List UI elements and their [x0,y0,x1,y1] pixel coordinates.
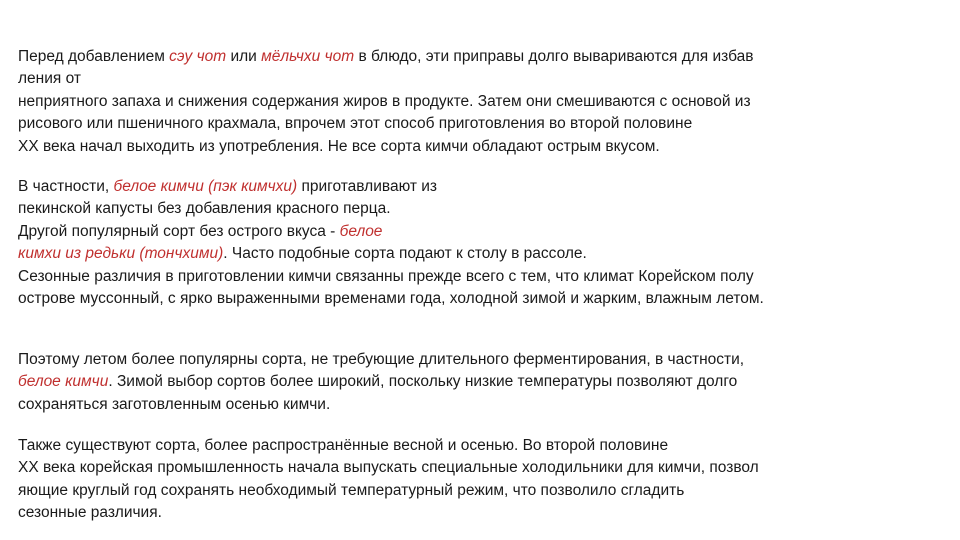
paragraph-summer-winter [18,349,953,416]
highlight-term: мёльчхи чот [261,48,355,65]
text-line [18,349,953,371]
text-run: Поэтому летом более популярны сорта, не требующие длительного ферментирования, в частности, [18,351,745,368]
text-run: Другой популярный сорт без острого вкуса - [18,222,340,240]
text-run: или [226,48,262,65]
text-line [18,288,953,310]
paragraph-preparation [18,46,953,158]
text-run: сезонные различия. [18,504,162,522]
text-run: ления от [18,70,81,88]
text-line [18,394,953,416]
text-line [18,221,953,243]
paragraph-refrigerators [18,435,953,525]
text-run: неприятного запаха и снижения содержания жиров в продукте. Затем они смешиваются с основой из [18,92,751,110]
text-run: в блюдо, эти приправы долго вывариваются для избав [354,48,754,65]
paragraph-varieties [18,176,953,310]
text-line [18,136,953,158]
text-run: сохраняться заготовленным осенью кимчи. [18,395,331,413]
text-run: приготавливают из [297,178,438,195]
text-run: пекинской капусты без добавления красного перца. [18,200,391,218]
text-line [18,435,953,457]
text-line [18,113,953,135]
highlight-term: белое кимчи (пэк кимчхи) [113,178,298,195]
text-line [18,480,953,502]
text-run: рисового или пшеничного крахмала, впрочем этот способ приготовления во второй половине [18,115,693,133]
text-run: острове муссонный, с ярко выраженными временами года, холодной зимой и жарким, влажным летом. [18,290,764,308]
text-line [18,457,953,479]
text-run: XX века начал выходить из употребления. Не все сорта кимчи обладают острым вкусом. [18,137,660,155]
text-line [18,266,953,288]
text-line [18,46,953,68]
highlight-term: белое [339,222,383,240]
highlight-term: сэу чот [169,48,227,65]
text-run: XX века корейская промышленность начала выпускать специальные холодильники для кимчи, позвол [18,459,759,477]
text-run: В частности, [18,178,114,195]
text-run: яющие круглый год сохранять необходимый температурный режим, что позволило сгладить [18,481,685,499]
highlight-term: белое кимчи [18,373,109,391]
text-run: Перед добавлением [18,48,170,65]
text-line [18,243,953,265]
text-line [18,198,953,220]
text-line [18,502,953,524]
text-run: . Зимой выбор сортов более широкий, поскольку низкие температуры позволяют долго [108,373,738,391]
text-run: . Часто подобные сорта подают к столу в рассоле. [223,245,587,263]
text-line [18,68,953,90]
text-run: Сезонные различия в приготовлении кимчи связанны прежде всего с тем, что климат Корейском полу [18,267,754,285]
highlight-term: кимхи из редьки (тончхими) [18,245,224,263]
text-run: Также существуют сорта, более распространённые весной и осенью. Во второй половине [18,437,669,454]
text-line [18,176,953,198]
text-line [18,91,953,113]
text-line [18,371,953,393]
